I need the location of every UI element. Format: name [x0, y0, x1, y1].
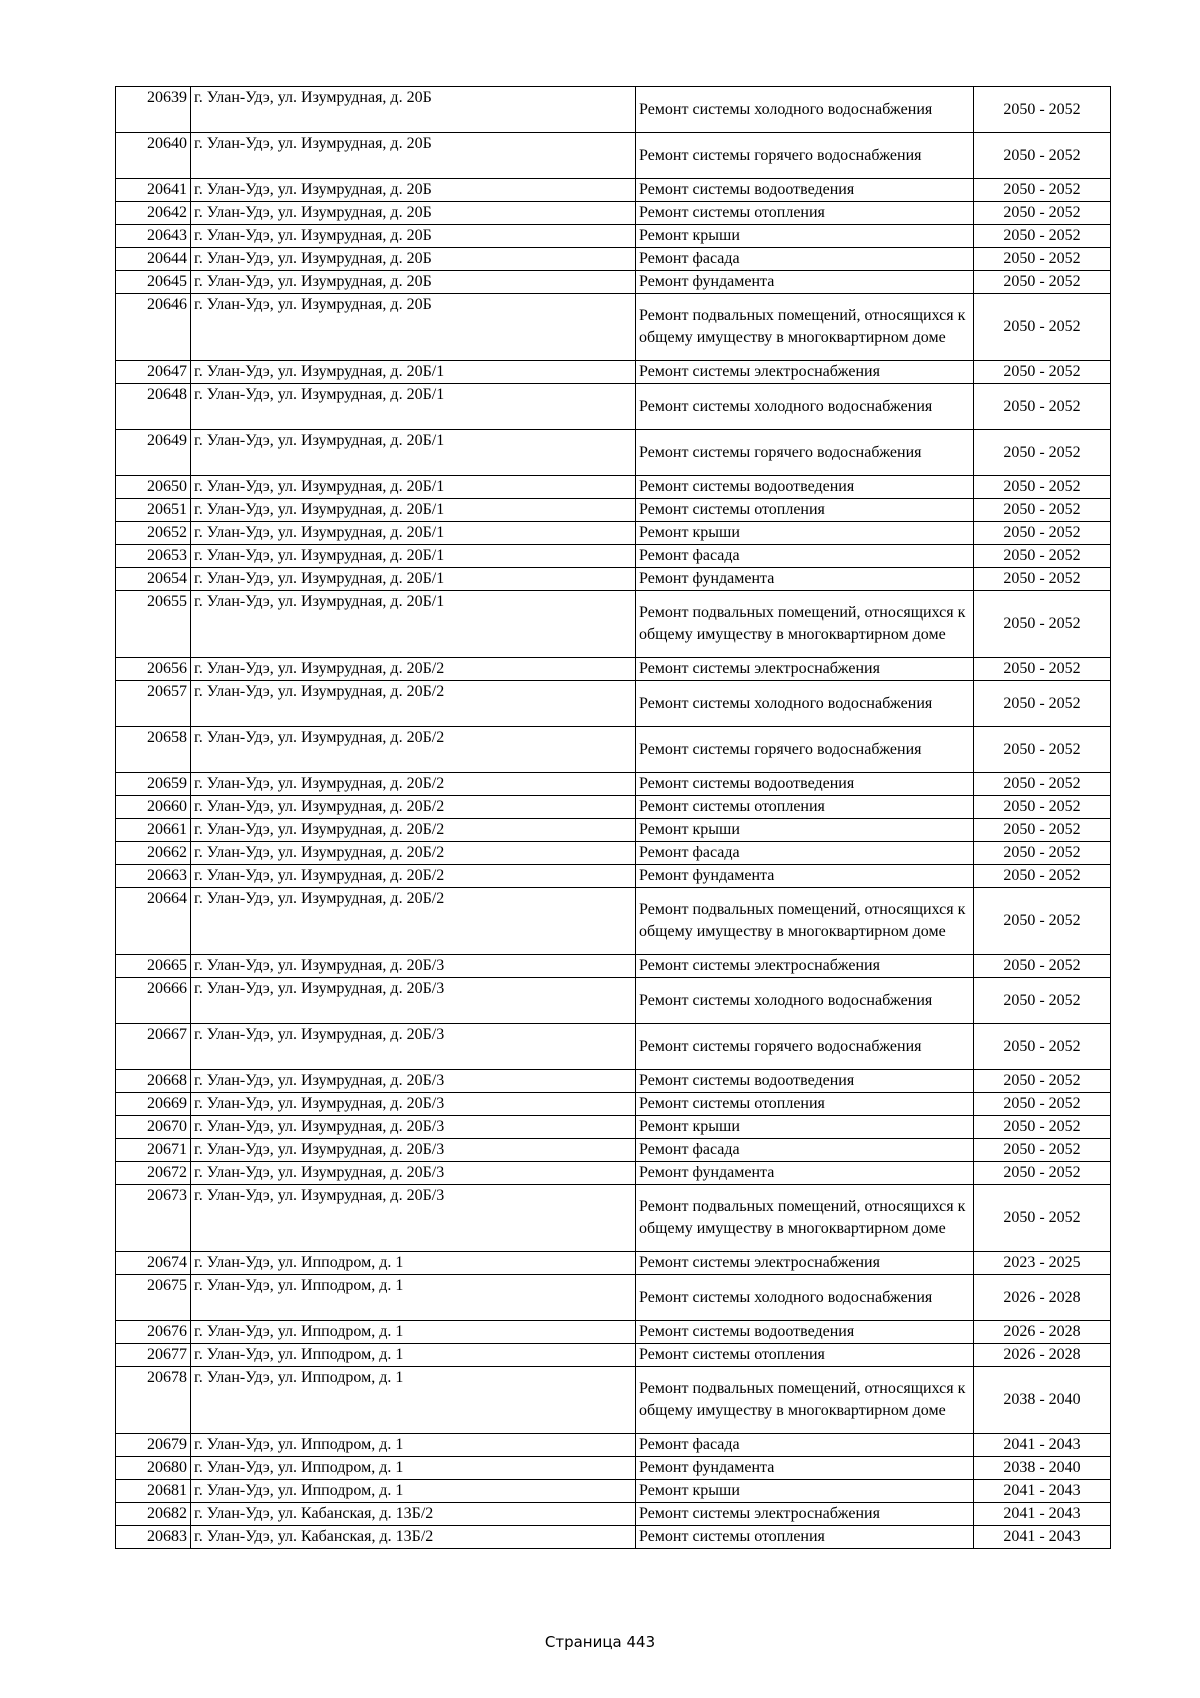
cell-work-type: Ремонт системы отопления — [636, 796, 974, 819]
cell-number: 20650 — [116, 476, 191, 499]
cell-number: 20651 — [116, 499, 191, 522]
cell-work-type: Ремонт фундамента — [636, 865, 974, 888]
cell-number: 20674 — [116, 1252, 191, 1275]
table-row — [116, 499, 1111, 522]
cell-work-type: Ремонт подвальных помещений, относящихся к общему имуществу в многоквартирном доме — [636, 1367, 974, 1434]
cell-address: г. Улан-Удэ, ул. Изумрудная, д. 20Б/3 — [191, 1139, 636, 1162]
cell-address: г. Улан-Удэ, ул. Изумрудная, д. 20Б — [191, 202, 636, 225]
table-row — [116, 978, 1111, 1024]
cell-period: 2038 - 2040 — [974, 1457, 1111, 1480]
table-row — [116, 1139, 1111, 1162]
table-row — [116, 87, 1111, 133]
cell-number: 20673 — [116, 1185, 191, 1252]
cell-number: 20658 — [116, 727, 191, 773]
cell-address: г. Улан-Удэ, ул. Ипподром, д. 1 — [191, 1344, 636, 1367]
cell-work-type: Ремонт системы горячего водоснабжения — [636, 133, 974, 179]
cell-address: г. Улан-Удэ, ул. Ипподром, д. 1 — [191, 1367, 636, 1434]
cell-period: 2041 - 2043 — [974, 1434, 1111, 1457]
cell-period: 2050 - 2052 — [974, 978, 1111, 1024]
cell-address: г. Улан-Удэ, ул. Изумрудная, д. 20Б/2 — [191, 888, 636, 955]
cell-address: г. Улан-Удэ, ул. Изумрудная, д. 20Б/3 — [191, 1093, 636, 1116]
cell-work-type: Ремонт системы отопления — [636, 1526, 974, 1549]
cell-address: г. Улан-Удэ, ул. Изумрудная, д. 20Б/3 — [191, 1070, 636, 1093]
cell-work-type: Ремонт системы холодного водоснабжения — [636, 1275, 974, 1321]
table-row — [116, 1526, 1111, 1549]
cell-work-type: Ремонт системы отопления — [636, 1093, 974, 1116]
table-row — [116, 1252, 1111, 1275]
cell-number: 20661 — [116, 819, 191, 842]
cell-period: 2050 - 2052 — [974, 568, 1111, 591]
cell-period: 2050 - 2052 — [974, 384, 1111, 430]
cell-number: 20664 — [116, 888, 191, 955]
table-row — [116, 568, 1111, 591]
cell-address: г. Улан-Удэ, ул. Изумрудная, д. 20Б/1 — [191, 522, 636, 545]
cell-period: 2050 - 2052 — [974, 955, 1111, 978]
cell-number: 20652 — [116, 522, 191, 545]
cell-address: г. Улан-Удэ, ул. Изумрудная, д. 20Б/2 — [191, 819, 636, 842]
cell-number: 20677 — [116, 1344, 191, 1367]
cell-number: 20680 — [116, 1457, 191, 1480]
cell-number: 20653 — [116, 545, 191, 568]
cell-period: 2050 - 2052 — [974, 248, 1111, 271]
table-row — [116, 1275, 1111, 1321]
cell-work-type: Ремонт подвальных помещений, относящихся к общему имуществу в многоквартирном доме — [636, 1185, 974, 1252]
cell-period: 2050 - 2052 — [974, 681, 1111, 727]
cell-period: 2050 - 2052 — [974, 1093, 1111, 1116]
cell-number: 20660 — [116, 796, 191, 819]
cell-period: 2023 - 2025 — [974, 1252, 1111, 1275]
cell-work-type: Ремонт крыши — [636, 819, 974, 842]
cell-address: г. Улан-Удэ, ул. Изумрудная, д. 20Б/1 — [191, 361, 636, 384]
table-row — [116, 888, 1111, 955]
cell-work-type: Ремонт системы отопления — [636, 1344, 974, 1367]
cell-address: г. Улан-Удэ, ул. Изумрудная, д. 20Б/2 — [191, 773, 636, 796]
cell-number: 20657 — [116, 681, 191, 727]
cell-number: 20669 — [116, 1093, 191, 1116]
cell-address: г. Улан-Удэ, ул. Изумрудная, д. 20Б/2 — [191, 658, 636, 681]
table-row — [116, 955, 1111, 978]
cell-work-type: Ремонт системы горячего водоснабжения — [636, 430, 974, 476]
cell-address: г. Улан-Удэ, ул. Изумрудная, д. 20Б/3 — [191, 1162, 636, 1185]
cell-address: г. Улан-Удэ, ул. Изумрудная, д. 20Б/3 — [191, 978, 636, 1024]
cell-address: г. Улан-Удэ, ул. Изумрудная, д. 20Б/3 — [191, 955, 636, 978]
cell-address: г. Улан-Удэ, ул. Изумрудная, д. 20Б — [191, 248, 636, 271]
cell-address: г. Улан-Удэ, ул. Изумрудная, д. 20Б/2 — [191, 681, 636, 727]
cell-period: 2050 - 2052 — [974, 773, 1111, 796]
page-number: Страница 443 — [544, 1633, 656, 1651]
cell-number: 20639 — [116, 87, 191, 133]
cell-period: 2050 - 2052 — [974, 87, 1111, 133]
cell-work-type: Ремонт фундамента — [636, 1162, 974, 1185]
cell-work-type: Ремонт фундамента — [636, 1457, 974, 1480]
cell-address: г. Улан-Удэ, ул. Изумрудная, д. 20Б/2 — [191, 842, 636, 865]
cell-number: 20642 — [116, 202, 191, 225]
table-row — [116, 865, 1111, 888]
table-row — [116, 1070, 1111, 1093]
cell-work-type: Ремонт системы электроснабжения — [636, 955, 974, 978]
table-row — [116, 1162, 1111, 1185]
cell-address: г. Улан-Удэ, ул. Изумрудная, д. 20Б/2 — [191, 865, 636, 888]
cell-address: г. Улан-Удэ, ул. Изумрудная, д. 20Б/1 — [191, 430, 636, 476]
cell-work-type: Ремонт системы электроснабжения — [636, 1503, 974, 1526]
cell-address: г. Улан-Удэ, ул. Ипподром, д. 1 — [191, 1275, 636, 1321]
table-row — [116, 681, 1111, 727]
table-row — [116, 361, 1111, 384]
cell-address: г. Улан-Удэ, ул. Изумрудная, д. 20Б/3 — [191, 1024, 636, 1070]
cell-period: 2050 - 2052 — [974, 133, 1111, 179]
cell-address: г. Улан-Удэ, ул. Изумрудная, д. 20Б/3 — [191, 1185, 636, 1252]
cell-work-type: Ремонт фасада — [636, 1434, 974, 1457]
cell-address: г. Улан-Удэ, ул. Ипподром, д. 1 — [191, 1480, 636, 1503]
table-row — [116, 1457, 1111, 1480]
cell-work-type: Ремонт фасада — [636, 545, 974, 568]
cell-number: 20646 — [116, 294, 191, 361]
cell-number: 20670 — [116, 1116, 191, 1139]
cell-address: г. Улан-Удэ, ул. Изумрудная, д. 20Б — [191, 225, 636, 248]
cell-number: 20676 — [116, 1321, 191, 1344]
table-row — [116, 842, 1111, 865]
cell-address: г. Улан-Удэ, ул. Ипподром, д. 1 — [191, 1434, 636, 1457]
cell-period: 2050 - 2052 — [974, 545, 1111, 568]
cell-work-type: Ремонт крыши — [636, 1480, 974, 1503]
cell-address: г. Улан-Удэ, ул. Изумрудная, д. 20Б/2 — [191, 796, 636, 819]
cell-work-type: Ремонт системы горячего водоснабжения — [636, 727, 974, 773]
cell-work-type: Ремонт фасада — [636, 842, 974, 865]
cell-number: 20682 — [116, 1503, 191, 1526]
cell-number: 20659 — [116, 773, 191, 796]
table-row — [116, 819, 1111, 842]
table-row — [116, 545, 1111, 568]
repair-schedule-table — [115, 86, 1111, 1549]
cell-number: 20671 — [116, 1139, 191, 1162]
cell-work-type: Ремонт системы горячего водоснабжения — [636, 1024, 974, 1070]
table-row — [116, 591, 1111, 658]
cell-number: 20683 — [116, 1526, 191, 1549]
cell-period: 2050 - 2052 — [974, 727, 1111, 773]
cell-work-type: Ремонт фасада — [636, 248, 974, 271]
cell-period: 2050 - 2052 — [974, 796, 1111, 819]
cell-address: г. Улан-Удэ, ул. Изумрудная, д. 20Б/1 — [191, 568, 636, 591]
table-row — [116, 1367, 1111, 1434]
cell-period: 2050 - 2052 — [974, 842, 1111, 865]
cell-period: 2050 - 2052 — [974, 202, 1111, 225]
cell-number: 20679 — [116, 1434, 191, 1457]
cell-address: г. Улан-Удэ, ул. Изумрудная, д. 20Б/1 — [191, 499, 636, 522]
cell-work-type: Ремонт фундамента — [636, 271, 974, 294]
cell-period: 2050 - 2052 — [974, 888, 1111, 955]
cell-number: 20655 — [116, 591, 191, 658]
cell-work-type: Ремонт системы водоотведения — [636, 179, 974, 202]
cell-period: 2050 - 2052 — [974, 271, 1111, 294]
cell-period: 2050 - 2052 — [974, 499, 1111, 522]
cell-address: г. Улан-Удэ, ул. Изумрудная, д. 20Б/1 — [191, 545, 636, 568]
cell-address: г. Улан-Удэ, ул. Ипподром, д. 1 — [191, 1321, 636, 1344]
cell-number: 20645 — [116, 271, 191, 294]
cell-work-type: Ремонт системы холодного водоснабжения — [636, 978, 974, 1024]
table-row — [116, 225, 1111, 248]
cell-number: 20662 — [116, 842, 191, 865]
cell-period: 2050 - 2052 — [974, 1116, 1111, 1139]
cell-period: 2050 - 2052 — [974, 1185, 1111, 1252]
cell-work-type: Ремонт подвальных помещений, относящихся к общему имуществу в многоквартирном доме — [636, 888, 974, 955]
cell-period: 2050 - 2052 — [974, 1070, 1111, 1093]
cell-work-type: Ремонт подвальных помещений, относящихся к общему имуществу в многоквартирном доме — [636, 294, 974, 361]
table-row — [116, 476, 1111, 499]
cell-work-type: Ремонт системы отопления — [636, 202, 974, 225]
cell-address: г. Улан-Удэ, ул. Кабанская, д. 13Б/2 — [191, 1503, 636, 1526]
cell-work-type: Ремонт крыши — [636, 1116, 974, 1139]
cell-period: 2026 - 2028 — [974, 1321, 1111, 1344]
table-row — [116, 202, 1111, 225]
cell-work-type: Ремонт системы электроснабжения — [636, 1252, 974, 1275]
cell-number: 20647 — [116, 361, 191, 384]
cell-work-type: Ремонт системы электроснабжения — [636, 361, 974, 384]
cell-address: г. Улан-Удэ, ул. Изумрудная, д. 20Б/1 — [191, 591, 636, 658]
cell-number: 20644 — [116, 248, 191, 271]
cell-period: 2038 - 2040 — [974, 1367, 1111, 1434]
table-row — [116, 248, 1111, 271]
table-row — [116, 658, 1111, 681]
cell-period: 2050 - 2052 — [974, 294, 1111, 361]
cell-work-type: Ремонт системы водоотведения — [636, 476, 974, 499]
cell-number: 20649 — [116, 430, 191, 476]
cell-number: 20643 — [116, 225, 191, 248]
cell-period: 2050 - 2052 — [974, 819, 1111, 842]
cell-work-type: Ремонт крыши — [636, 225, 974, 248]
cell-period: 2050 - 2052 — [974, 1024, 1111, 1070]
table-row — [116, 727, 1111, 773]
table-row — [116, 294, 1111, 361]
table-row — [116, 1024, 1111, 1070]
cell-number: 20678 — [116, 1367, 191, 1434]
cell-address: г. Улан-Удэ, ул. Изумрудная, д. 20Б — [191, 179, 636, 202]
cell-work-type: Ремонт системы водоотведения — [636, 1070, 974, 1093]
cell-number: 20667 — [116, 1024, 191, 1070]
cell-number: 20665 — [116, 955, 191, 978]
cell-period: 2050 - 2052 — [974, 658, 1111, 681]
table-row — [116, 1480, 1111, 1503]
cell-period: 2050 - 2052 — [974, 865, 1111, 888]
cell-work-type: Ремонт фасада — [636, 1139, 974, 1162]
table-row — [116, 773, 1111, 796]
cell-number: 20648 — [116, 384, 191, 430]
table-row — [116, 1321, 1111, 1344]
cell-work-type: Ремонт системы холодного водоснабжения — [636, 384, 974, 430]
cell-period: 2050 - 2052 — [974, 522, 1111, 545]
cell-number: 20668 — [116, 1070, 191, 1093]
cell-number: 20675 — [116, 1275, 191, 1321]
table-row — [116, 1116, 1111, 1139]
cell-address: г. Улан-Удэ, ул. Изумрудная, д. 20Б/3 — [191, 1116, 636, 1139]
cell-number: 20672 — [116, 1162, 191, 1185]
cell-period: 2026 - 2028 — [974, 1344, 1111, 1367]
cell-period: 2050 - 2052 — [974, 179, 1111, 202]
cell-period: 2041 - 2043 — [974, 1480, 1111, 1503]
cell-work-type: Ремонт системы холодного водоснабжения — [636, 681, 974, 727]
cell-address: г. Улан-Удэ, ул. Изумрудная, д. 20Б/1 — [191, 476, 636, 499]
cell-work-type: Ремонт системы водоотведения — [636, 773, 974, 796]
table-row — [116, 1344, 1111, 1367]
cell-address: г. Улан-Удэ, ул. Изумрудная, д. 20Б — [191, 294, 636, 361]
cell-work-type: Ремонт системы отопления — [636, 499, 974, 522]
table-row — [116, 1185, 1111, 1252]
cell-work-type: Ремонт системы водоотведения — [636, 1321, 974, 1344]
cell-period: 2050 - 2052 — [974, 476, 1111, 499]
table-row — [116, 133, 1111, 179]
cell-number: 20663 — [116, 865, 191, 888]
cell-work-type: Ремонт системы холодного водоснабжения — [636, 87, 974, 133]
table-body — [116, 87, 1111, 1549]
table-row — [116, 1434, 1111, 1457]
cell-work-type: Ремонт фундамента — [636, 568, 974, 591]
table-row — [116, 1093, 1111, 1116]
cell-period: 2050 - 2052 — [974, 430, 1111, 476]
cell-period: 2026 - 2028 — [974, 1275, 1111, 1321]
cell-address: г. Улан-Удэ, ул. Ипподром, д. 1 — [191, 1457, 636, 1480]
cell-work-type: Ремонт крыши — [636, 522, 974, 545]
table-row — [116, 522, 1111, 545]
cell-address: г. Улан-Удэ, ул. Кабанская, д. 13Б/2 — [191, 1526, 636, 1549]
cell-period: 2041 - 2043 — [974, 1503, 1111, 1526]
table-row — [116, 430, 1111, 476]
cell-number: 20641 — [116, 179, 191, 202]
cell-period: 2050 - 2052 — [974, 361, 1111, 384]
cell-number: 20666 — [116, 978, 191, 1024]
cell-period: 2050 - 2052 — [974, 225, 1111, 248]
cell-address: г. Улан-Удэ, ул. Изумрудная, д. 20Б — [191, 271, 636, 294]
cell-address: г. Улан-Удэ, ул. Ипподром, д. 1 — [191, 1252, 636, 1275]
cell-work-type: Ремонт системы электроснабжения — [636, 658, 974, 681]
cell-period: 2050 - 2052 — [974, 1139, 1111, 1162]
cell-work-type: Ремонт подвальных помещений, относящихся к общему имуществу в многоквартирном доме — [636, 591, 974, 658]
cell-number: 20640 — [116, 133, 191, 179]
table-row — [116, 1503, 1111, 1526]
cell-period: 2041 - 2043 — [974, 1526, 1111, 1549]
cell-address: г. Улан-Удэ, ул. Изумрудная, д. 20Б — [191, 133, 636, 179]
cell-number: 20654 — [116, 568, 191, 591]
cell-address: г. Улан-Удэ, ул. Изумрудная, д. 20Б — [191, 87, 636, 133]
table-row — [116, 384, 1111, 430]
cell-number: 20656 — [116, 658, 191, 681]
cell-number: 20681 — [116, 1480, 191, 1503]
cell-period: 2050 - 2052 — [974, 591, 1111, 658]
table-row — [116, 179, 1111, 202]
cell-address: г. Улан-Удэ, ул. Изумрудная, д. 20Б/2 — [191, 727, 636, 773]
table-row — [116, 271, 1111, 294]
table-row — [116, 796, 1111, 819]
cell-address: г. Улан-Удэ, ул. Изумрудная, д. 20Б/1 — [191, 384, 636, 430]
cell-period: 2050 - 2052 — [974, 1162, 1111, 1185]
